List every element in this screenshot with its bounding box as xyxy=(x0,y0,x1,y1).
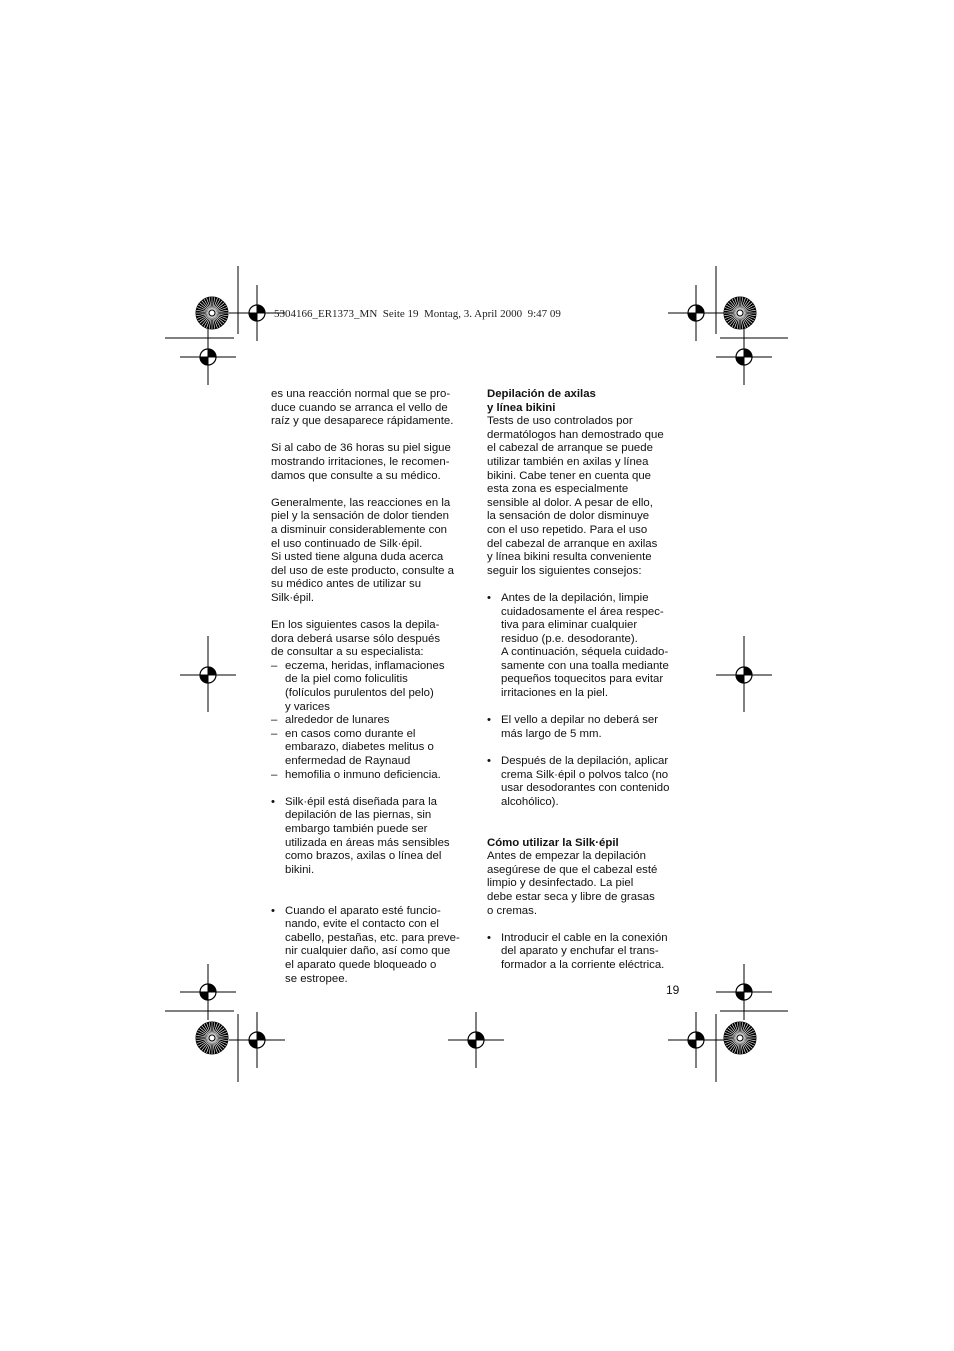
right-column xyxy=(487,388,687,973)
page-number: 19 xyxy=(666,983,680,997)
dash-item-1: – eczema, heridas, inflamaciones de la piel como foliculitis (folículos purulentos del pelo) y varices xyxy=(271,659,445,713)
heading-depilacion-axilas: Depilación de axilas y línea bikini xyxy=(487,388,596,414)
left-bullet-2: • Cuando el aparato esté funcio- nando, evite el contacto con el cabello, pestañas, etc. para preve- nir cualquier daño, así como que el aparato quede bloqueado o se estropee. xyxy=(271,904,460,985)
left-paragraph-2: Si al cabo de 36 horas su piel sigue mostrando irritaciones, le recomen- damos que consulte a su médico. xyxy=(271,442,451,482)
dash-item-3: – en casos como durante el embarazo, diabetes melitus o enfermedad de Raynaud xyxy=(271,727,434,768)
right-bullet-3: • Después de la depilación, aplicar crema Silk·épil o polvos talco (no usar desodorantes con contenido alcohólico). xyxy=(487,755,670,808)
dash-item-4: – hemofilia o inmuno deficiencia. xyxy=(271,768,441,781)
right-bullet-2: • El vello a depilar no deberá ser más largo de 5 mm. xyxy=(487,714,659,740)
right-bullet-1: • Antes de la depilación, limpie cuidadosamente el área respec- tiva para eliminar cualquier residuo (p.e. desodorante). A continuación, séquela cuidado- samente con una toalla mediante pequeños toquecitos para evitar irritaciones en la piel. xyxy=(487,591,669,700)
left-column xyxy=(271,388,471,986)
left-bullet-1: • Silk·épil está diseñada para la depilación de las piernas, sin embargo también puede ser utilizada en áreas más sensibles como brazos, axilas o línea del bikini. xyxy=(271,795,450,876)
right-paragraph-1: Tests de uso controlados por dermatólogos han demostrado que el cabezal de arranque se puede utilizar también en axilas y línea bikini. Cabe tener en cuenta que esta zona es especialmente sensible al dolor. A pesar de ello, la sensación de dolor disminuye con el uso repetido. Para el uso del cabezal de arranque en axilas y línea bikini resulta conveniente seguir los siguientes consejos: xyxy=(487,415,664,577)
left-paragraph-1: es una reacción normal que se pro- duce cuando se arranca el vello de raíz y que desaparece rápidamente. xyxy=(271,388,454,428)
heading-como-utilizar: Cómo utilizar la Silk·épil xyxy=(487,836,619,849)
right-bullet-4: • Introducir el cable en la conexión del aparato y enchufar el trans- formador a la corriente eléctrica. xyxy=(487,931,668,971)
left-paragraph-4: En los siguientes casos la depila- dora deberá usarse sólo después de consultar a su especialista: xyxy=(271,619,441,659)
print-header: 5304166_ER1373_MN Seite 19 Montag, 3. April 2000 9:47 09 xyxy=(274,308,561,320)
dash-item-2: – alrededor de lunares xyxy=(271,714,390,727)
left-paragraph-3: Generalmente, las reacciones en la piel y la sensación de dolor tienden a disminuir considerablemente con el uso continuado de Silk·épil. Si usted tiene alguna duda acerca del uso de este producto, consulte a su médico antes de utilizar su Silk·épil. xyxy=(271,496,455,604)
right-paragraph-2: Antes de empezar la depilación asegúrese de que el cabezal esté limpio y desinfectado. La piel debe estar seca y libre de grasas o cremas. xyxy=(487,850,658,917)
